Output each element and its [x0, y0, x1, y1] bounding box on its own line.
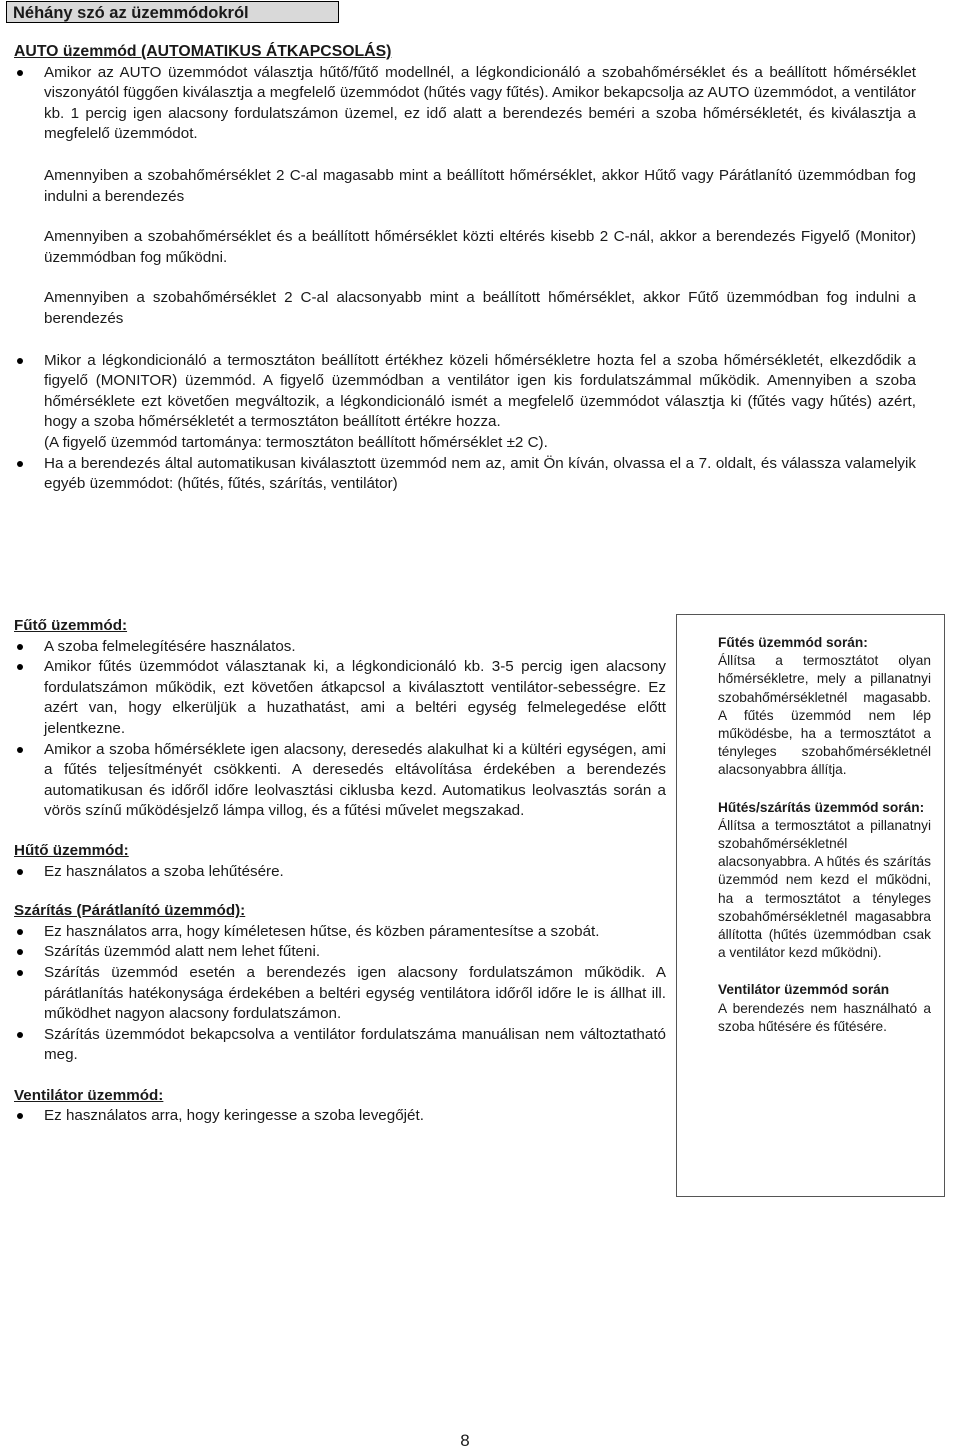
note-cooling-heading: Hűtés/szárítás üzemmód során:: [718, 799, 925, 815]
list-item: Amikor fűtés üzemmódot választanak ki, a légkondicionáló kb. 3-5 percig igen alacsony fordulatszámon működik, ezt követően átkapcsol a kiválasztott ventilátor-sebességre. Ez azért van, hogy elkerüljük a huzathatást, ami a beltéri egység felmelegedése előtt jelentkezne.: [14, 657, 666, 739]
szaritas-heading: Szárítás (Párátlanító üzemmód):: [14, 902, 246, 920]
list-item: Ez használatos a szoba lehűtésére.: [14, 862, 666, 883]
list-item: Ez használatos arra, hogy kíméletesen hűtse, és közben páramentesítse a szobát.: [14, 922, 666, 943]
thermostat-note-box: [676, 614, 945, 1197]
list-item: Szárítás üzemmód esetén a berendezés igen alacsony fordulatszámon működik. A párátlanítás hatékonysága érdekében a beltéri egység ventilátora időről időre le is állhat ill. működhet nagyon alacsony fordulatszámon.: [14, 963, 666, 1025]
list-item: Amikor a szoba hőmérséklete igen alacsony, deresedés alakulhat ki a kültéri egységen, ami a fűtés teljesítményét csökkenti. A deresedés eltávolítása érdekében a berendezés automatikusan és időről időre leolvasztási ciklusba kezd. Automatikus leolvasztás során a vörös színű működésjelző lámpa villog, és a fűtési művelet megszakad.: [14, 740, 666, 822]
list-item: Ha a berendezés által automatikusan kiválasztott üzemmód nem az, amit Ön kíván, olvassa el a 7. oldalt, és válassza valamelyik egyéb üzemmódot: (hűtés, fűtés, szárítás, ventilátor): [14, 454, 916, 495]
list-item: Szárítás üzemmód alatt nem lehet fűteni.: [14, 942, 666, 963]
page-title: Néhány szó az üzemmódokról: [6, 1, 339, 23]
auto-para-1: Amennyiben a szobahőmérséklet 2 C-al magasabb mint a beállított hőmérséklet, akkor Hűtő vagy Párátlanító üzemmódban fog indulni a berendezés: [44, 166, 916, 205]
list-item: Szárítás üzemmódot bekapcsolva a ventilátor fordulatszáma manuálisan nem változtatható meg.: [14, 1025, 666, 1066]
note-fan-heading: Ventilátor üzemmód során: [718, 982, 890, 998]
list-item: A szoba felmelegítésére használatos.: [14, 637, 666, 658]
szaritas-list: [14, 922, 666, 1066]
note-fan-text: A berendezés nem használható a szoba hűtésére és fűtésére.: [718, 1000, 931, 1034]
ventilator-list: [14, 1106, 666, 1127]
page-number: 8: [460, 1431, 470, 1450]
futo-list: [14, 637, 666, 822]
list-item: Ez használatos arra, hogy keringesse a szoba levegőjét.: [14, 1106, 666, 1127]
list-item: Amikor az AUTO üzemmódot választja hűtő/fűtő modellnél, a légkondicionáló a szobahőmérséklet és a beállított hőmérséklet viszonyától függően kiválasztja a megfelelő üzemmódot (hűtés vagy fűtés). Amikor bekapcsolja az AUTO üzemmódot, a ventilátor kb. 1 percig igen alacsony fordulatszámon üzemel, ez idő alatt a berendezés beméri a szoba hőmérsékletét, és kiválasztja a megfelelő üzemmódot.: [14, 63, 916, 145]
auto-bullet-2-text: Mikor a légkondicionáló a termosztáton beállított értékhez közeli hőmérsékletre hozta fel a szoba hőmérsékletét, elkezdődik a figyelő (MONITOR) üzemmód. A figyelő üzemmódban a ventilátor igen kis fordulatszámmal működik. Amennyiben a szoba hőmérséklete ezt követően megváltozik, a légkondicionáló ismét a megfelelő üzemmódot választja ki (fűtés vagy hűtés) azért, hogy a szoba hőmérsékletét a termosztáton beállított értékre hozza.: [44, 351, 916, 431]
note-heating-heading: Fűtés üzemmód során:: [718, 635, 868, 650]
list-item: [14, 351, 916, 454]
auto-list-1: [14, 63, 916, 145]
auto-para-2: Amennyiben a szobahőmérséklet és a beállított hőmérséklet közti eltérés kisebb 2 C-nál, akkor a berendezés Figyelő (Monitor) üzemmódban fog működni.: [44, 228, 916, 266]
modes-column: [14, 616, 666, 1127]
auto-paragraphs: [14, 166, 916, 330]
auto-section: [14, 42, 916, 495]
huto-list: [14, 862, 666, 883]
note-cooling-text: Állítsa a termosztátot a pillanatnyi szobahőmérsékletnél alacsonyabbra. A hűtés és szárítás üzemmód nem kezd el működni, ha a termosztátot a tényleges szobahőmérsékletnél magasabbra állította (hűtés üzemmódban csak a ventilátor kezd működni).: [718, 817, 931, 961]
futo-heading: Fűtő üzemmód:: [14, 617, 128, 634]
auto-para-3: Amennyiben a szobahőmérséklet 2 C-al alacsonyabb mint a beállított hőmérséklet, akkor Fűtő üzemmódban fog indulni a berendezés: [44, 289, 916, 327]
note-heating-text: Állítsa a termosztátot olyan hőmérsékletre, mely a pillanatnyi szobahőmérsékletnél magasabb. A fűtés üzemmód nem lép működésbe, ha a termosztátot a tényleges szobahőmérsékletnél alacsonyabbra állítja.: [718, 653, 931, 778]
auto-heading: AUTO üzemmód (AUTOMATIKUS ÁTKAPCSOLÁS): [14, 43, 392, 60]
ventilator-heading: Ventilátor üzemmód:: [14, 1086, 164, 1104]
auto-bullet-2-range: (A figyelő üzemmód tartománya: termosztáton beállított hőmérséklet ±2 C).: [44, 433, 548, 451]
huto-heading: Hűtő üzemmód:: [14, 841, 129, 859]
auto-list-2: [14, 351, 916, 495]
